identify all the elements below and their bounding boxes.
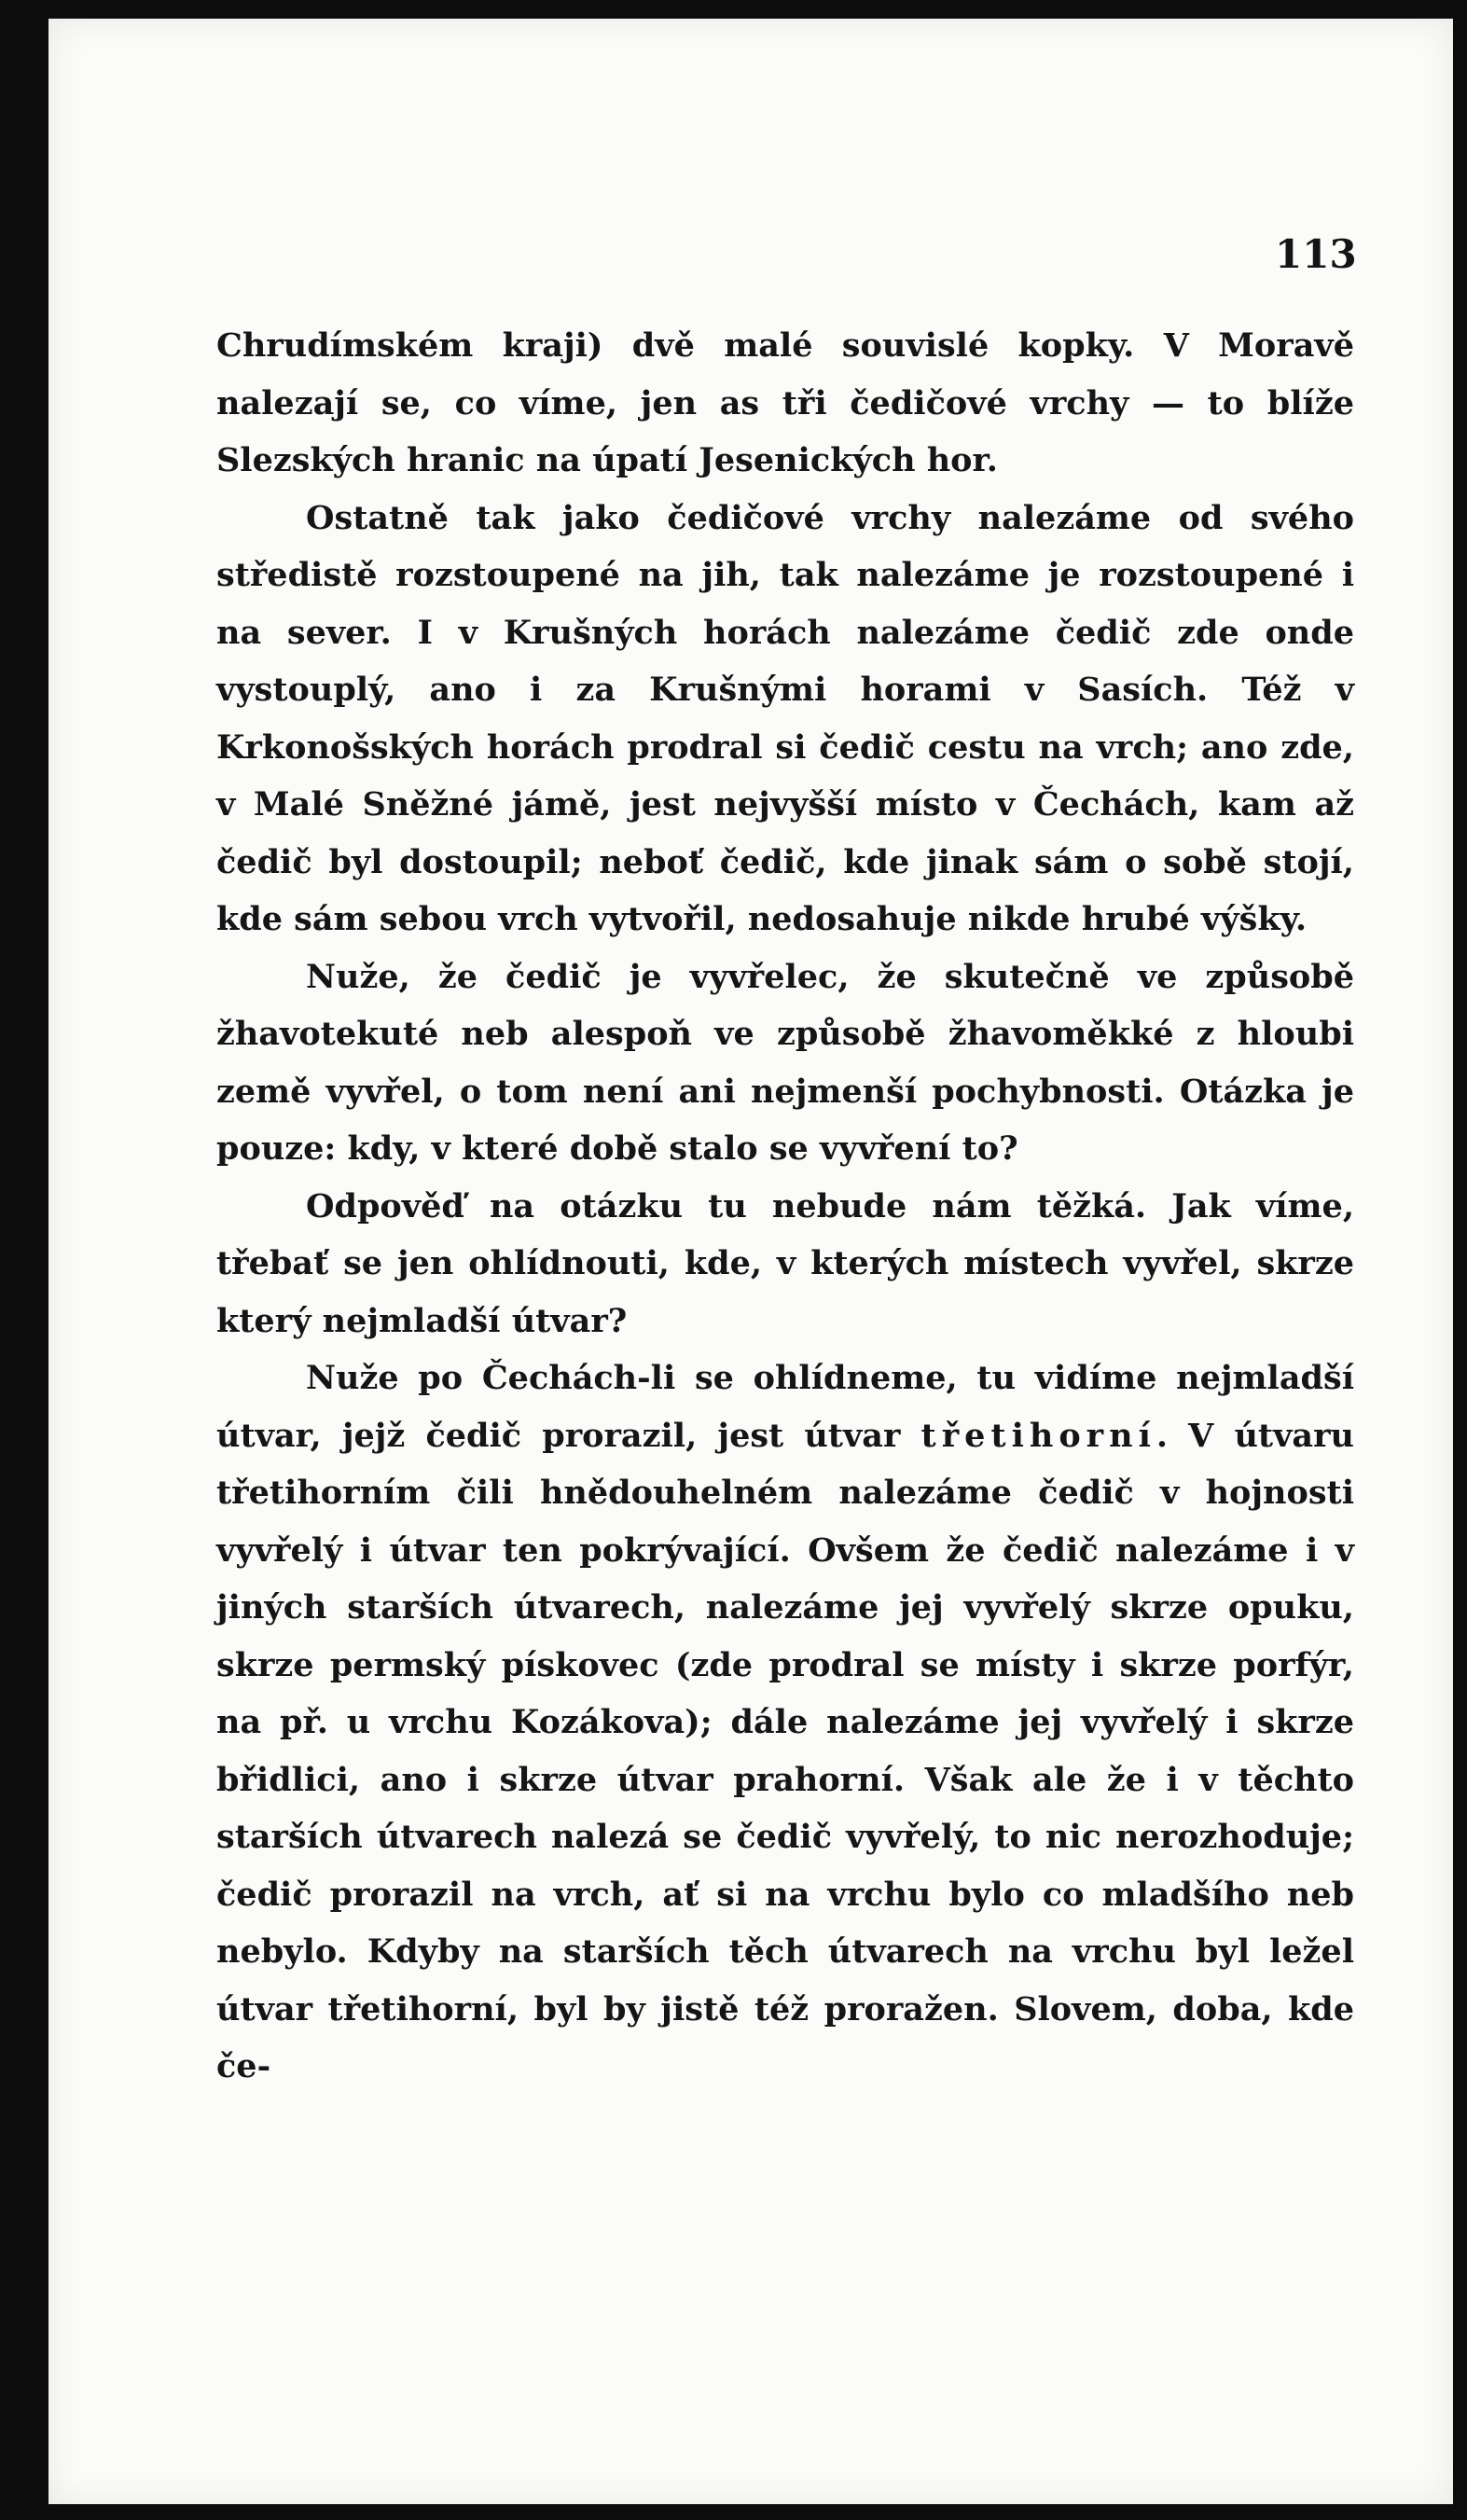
- paragraph-basalt-north-south: Ostatně tak jako čedičové vrchy nalezáme od svého středistě rozstoupené na jih, tak nalezáme je rozstoupené i na sever. I v Krušných horách nalezáme čedič zde onde vystouplý, ano i za Krušnými horami v Sasích. Též v Krkonošských horách prodral si čedič cestu na vrch; ano zde, v Malé Sněžné jámě, jest nejvyšší místo v Čechách, kam až čedič byl dostoupil; neboť čedič, kde jinak sám o sobě stojí, kde sám sebou vrch vytvořil, nedosahuje nikde hrubé výšky.: [216, 498, 1354, 938]
- paragraph-basalt-eruption-question: Nuže, že čedič je vyvřelec, že skutečně ve způsobě žhavotekuté neb alespoň ve způsobě žhavoměkké z hloubi země vyvřel, o tom není ani nejmenší pochybnosti. Otázka je pouze: kdy, v které době stalo se vyvření to?: [216, 957, 1354, 1168]
- paragraph-answer-intro: Odpověď na otázku tu nebude nám těžká. Jak víme, třebať se jen ohlídnouti, kde, v kterých místech vyvřel, skrze který nejmladší útvar?: [216, 1186, 1354, 1340]
- paragraph-tertiary-formation: [216, 1350, 1354, 2096]
- page-number: 113: [1275, 231, 1357, 277]
- paragraph-continuation: Chrudímském kraji) dvě malé souvislé kopky. V Moravě nalezají se, co víme, jen as tři čedičové vrchy — to blíže Slezských hranic na úpatí Jesenických hor.: [216, 326, 1354, 479]
- emphasized-term: třetihorní: [920, 1416, 1156, 1455]
- body-text: [216, 317, 1354, 2096]
- book-page: [48, 19, 1453, 2504]
- paragraph-text-after: . V útvaru třetihorním čili hnědouhelném nalezáme čedič v hojnosti vyvřelý i útvar ten pokrývající. Ovšem že čedič nalezáme i v jiných starších útvarech, nalezáme jej vyvřelý skrze opuku, skrze permský pískovec (zde prodral se místy i skrze porfýr, na př. u vrchu Kozákova); dále nalezáme jej vyvřelý i skrze břidlici, ano i skrze útvar prahorní. Však ale že i v těchto starších útvarech nalezá se čedič vyvřelý, to nic nerozhoduje; čedič prorazil na vrch, ať si na vrchu bylo co mladšího neb nebylo. Kdyby na starších těch útvarech na vrchu byl ležel útvar třetihorní, byl by jistě též proražen. Slovem, doba, kde če-: [216, 1416, 1354, 2085]
- paragraph-text-before: Nuže po Čechách-li se ohlídneme, tu vidíme nejmladší útvar, jejž čedič prorazil, jest útvar: [216, 1359, 1354, 1455]
